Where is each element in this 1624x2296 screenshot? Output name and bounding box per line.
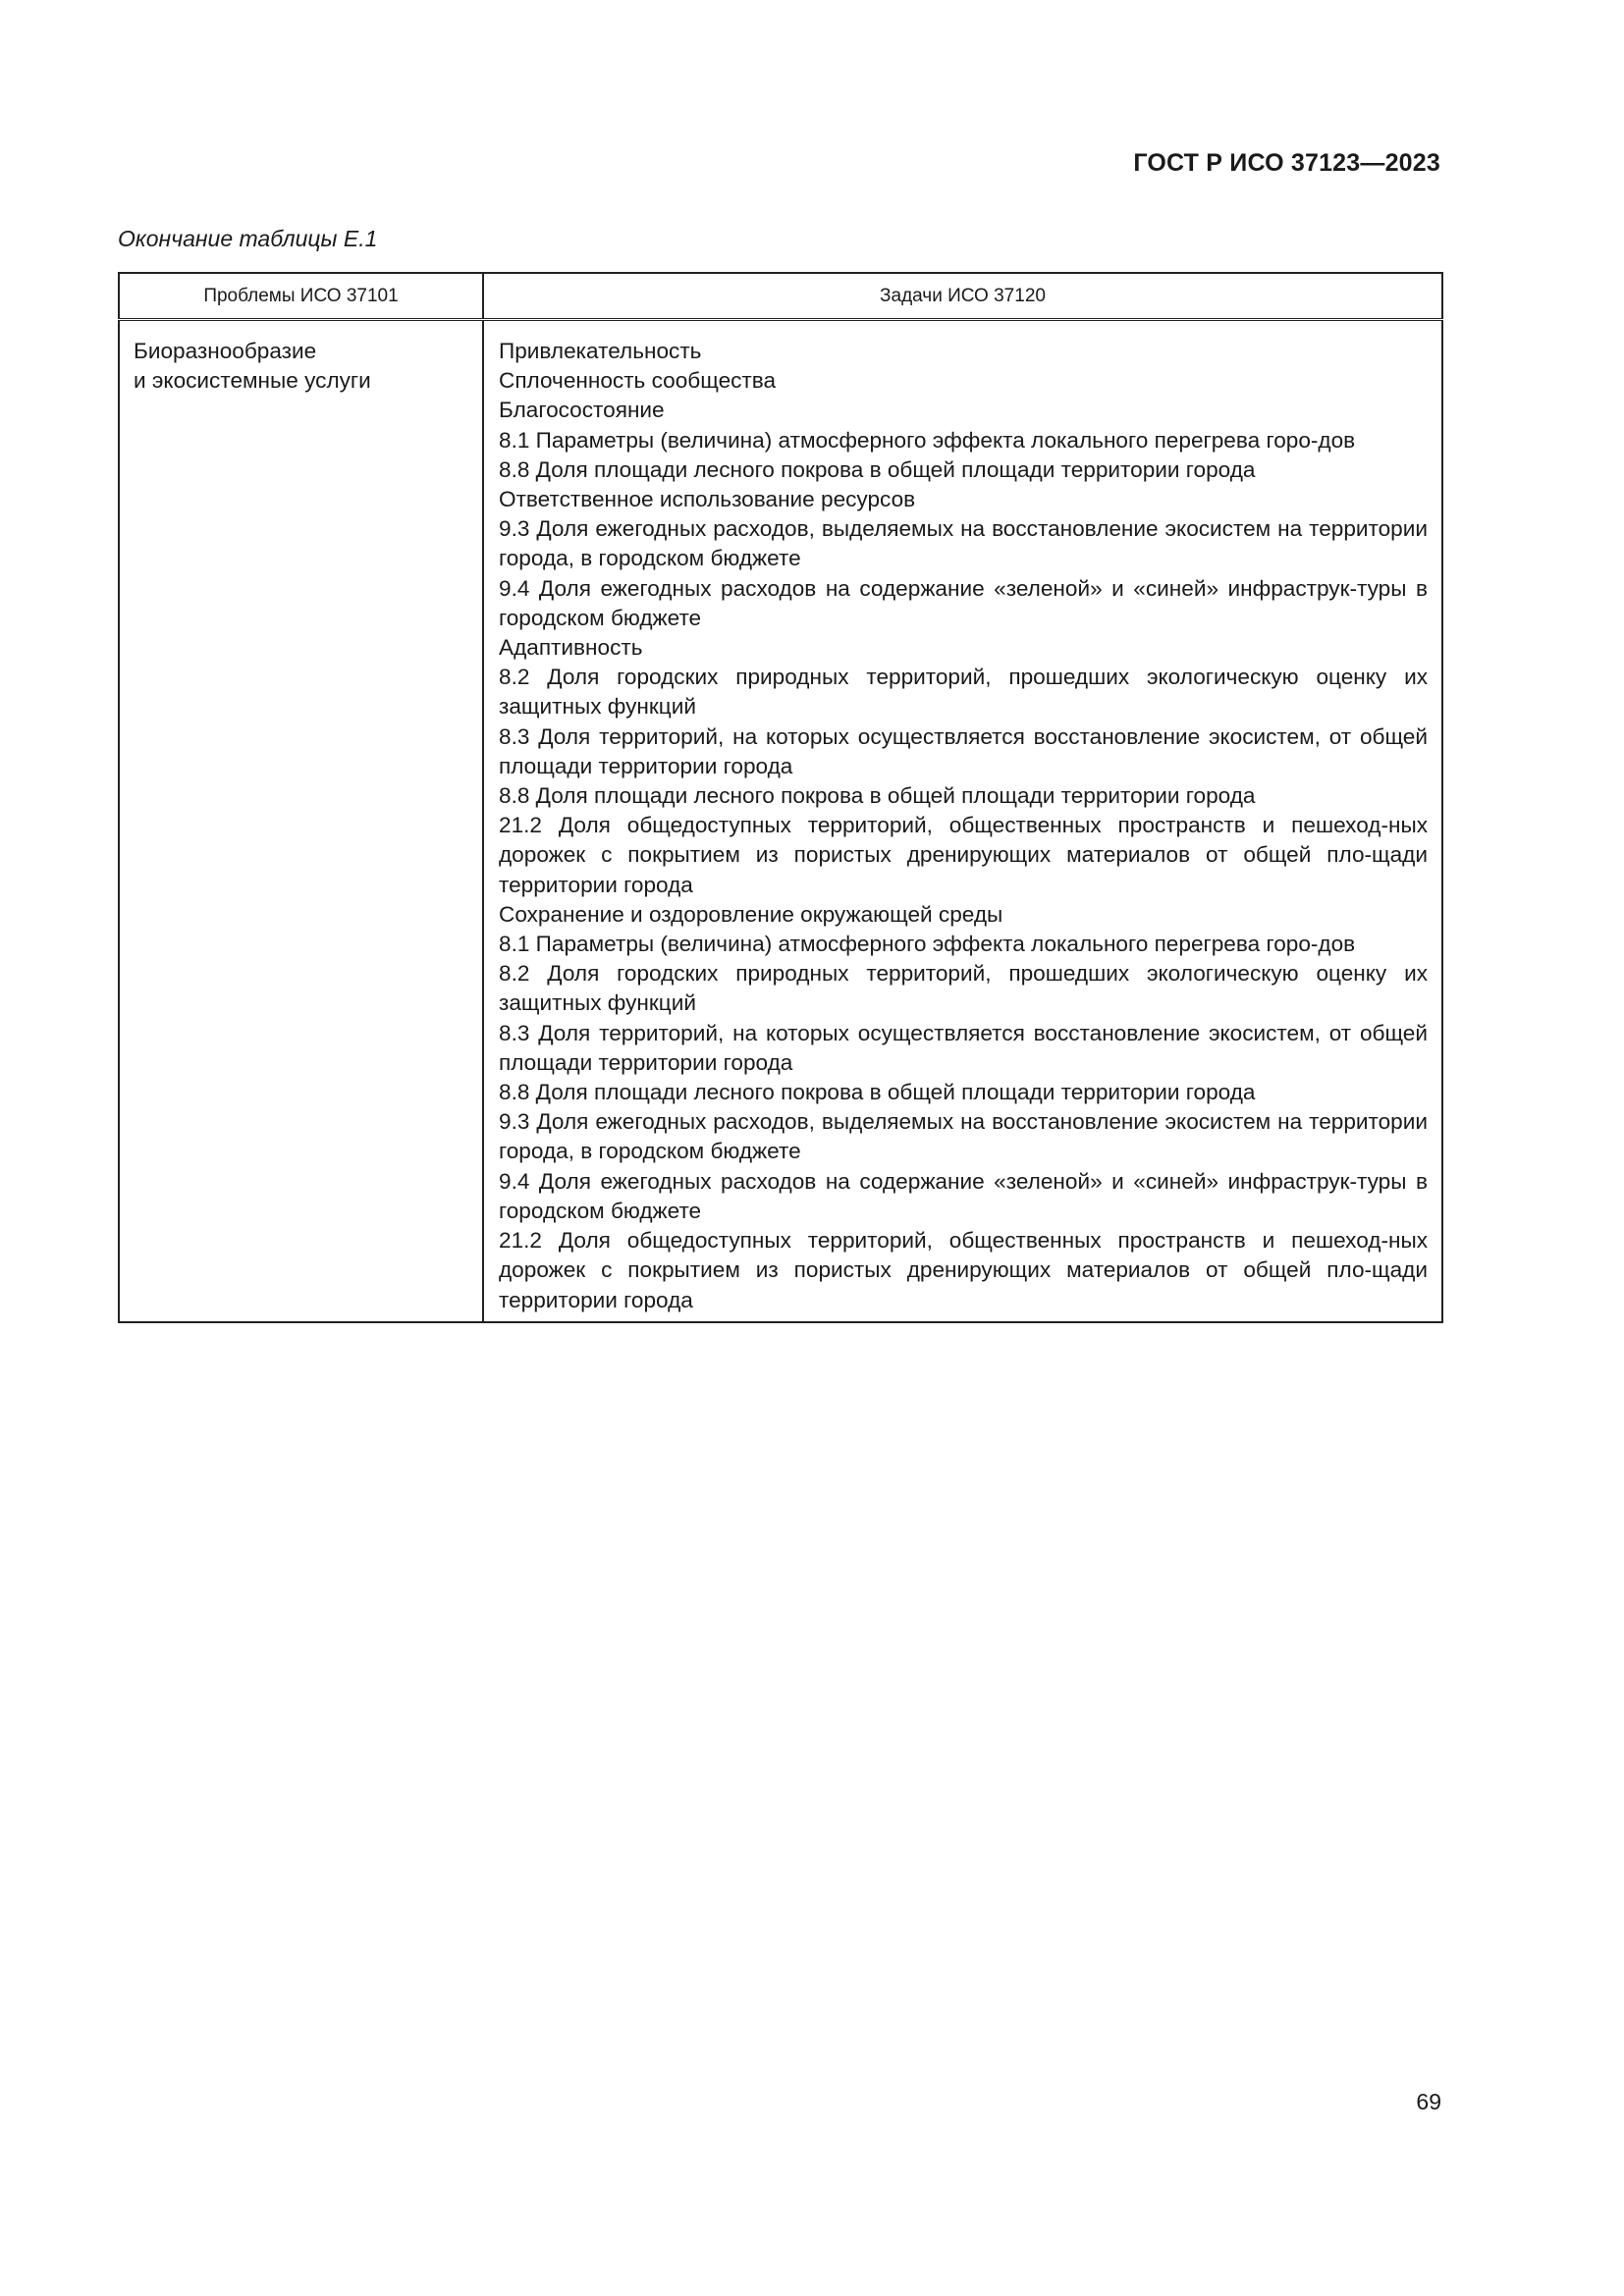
task-indicator: 8.8 Доля площади лесного покрова в общей площади территории города <box>499 783 1256 809</box>
column-header-problems: Проблемы ИСО 37101 <box>119 273 483 320</box>
column-header-tasks: Задачи ИСО 37120 <box>483 273 1442 320</box>
task-category: Сплоченность сообщества <box>499 368 777 394</box>
task-indicator: 21.2 Доля общедоступных территорий, общественных пространств и пешеход-ных дорожек с покрытием из пористых дренирующих материалов от общей пло-щади территории города <box>499 1228 1428 1312</box>
task-indicator: 8.2 Доля городских природных территорий, прошедших экологическую оценку их защитных функций <box>499 665 1428 720</box>
table-caption: Окончание таблицы Е.1 <box>118 226 378 251</box>
correspondence-table <box>118 272 1443 1323</box>
document-standard-number: ГОСТ Р ИСО 37123—2023 <box>1133 149 1440 177</box>
problem-line: и экосистемные услуги <box>134 368 371 394</box>
task-indicator: 8.8 Доля площади лесного покрова в общей площади территории города <box>499 1080 1256 1105</box>
task-indicator: 9.4 Доля ежегодных расходов на содержание «зеленой» и «синей» инфраструк-туры в городском бюджете <box>499 1168 1428 1223</box>
task-indicator: 9.4 Доля ежегодных расходов на содержание «зеленой» и «синей» инфраструк-туры в городском бюджете <box>499 575 1428 630</box>
task-indicator: 8.2 Доля городских природных территорий, прошедших экологическую оценку их защитных функций <box>499 961 1428 1016</box>
task-category: Благосостояние <box>499 398 665 423</box>
task-indicator: 8.8 Доля площади лесного покрова в общей площади территории города <box>499 456 1256 482</box>
task-indicator: 8.3 Доля территорий, на которых осуществляется восстановление экосистем, от общей площади территории города <box>499 1020 1428 1075</box>
task-indicator: 9.3 Доля ежегодных расходов, выделяемых на восстановление экосистем на территории города, в городском бюджете <box>499 1109 1428 1164</box>
table-header-row <box>119 273 1442 320</box>
task-indicator: 8.1 Параметры (величина) атмосферного эффекта локального перегрева горо-дов <box>499 932 1356 957</box>
table-row <box>119 320 1442 1322</box>
task-indicator: 9.3 Доля ежегодных расходов, выделяемых на восстановление экосистем на территории города, в городском бюджете <box>499 516 1428 571</box>
task-indicator: 21.2 Доля общедоступных территорий, общественных пространств и пешеход-ных дорожек с покрытием из пористых дренирующих материалов от общей пло-щади территории города <box>499 813 1428 897</box>
page-number: 69 <box>1416 2089 1441 2114</box>
task-category: Адаптивность <box>499 635 643 661</box>
task-indicator: 8.3 Доля территорий, на которых осуществляется восстановление экосистем, от общей площади территории города <box>499 723 1428 778</box>
task-category: Сохранение и оздоровление окружающей среды <box>499 901 1003 927</box>
task-category: Ответственное использование ресурсов <box>499 487 916 512</box>
task-category: Привлекательность <box>499 339 702 363</box>
problem-cell <box>119 320 483 1322</box>
task-indicator: 8.1 Параметры (величина) атмосферного эффекта локального перегрева горо-дов <box>499 427 1356 453</box>
tasks-cell <box>483 320 1442 1322</box>
problem-line: Биоразнообразие <box>134 339 317 363</box>
